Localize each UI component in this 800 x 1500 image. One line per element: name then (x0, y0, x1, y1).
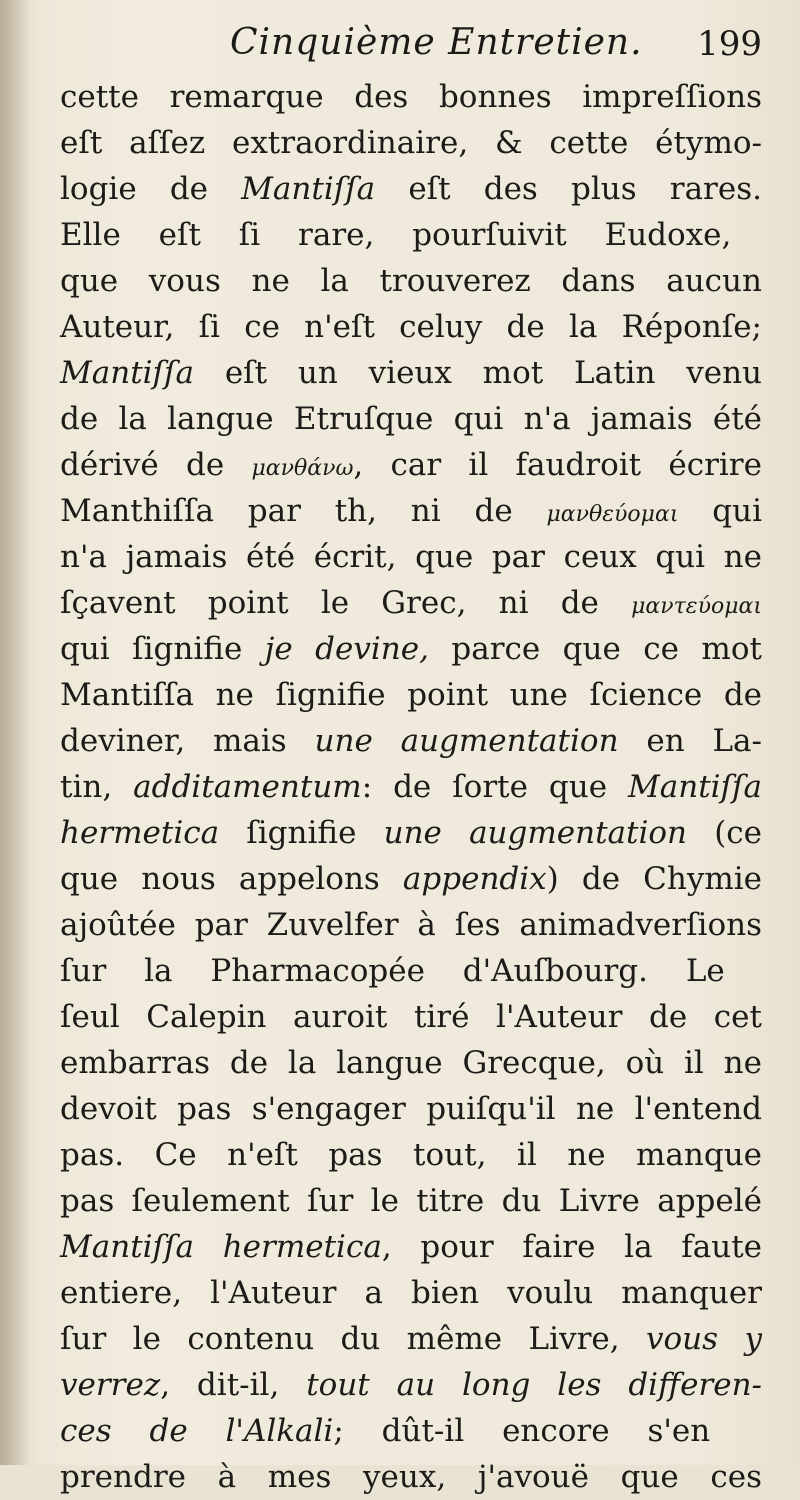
text-segment: que nous appelons (60, 861, 403, 897)
text-segment: embarras de la langue Grecque, où il ne (60, 1045, 762, 1081)
text-line (60, 1362, 762, 1408)
text-segment: parce que ce mot (428, 631, 762, 667)
text-line (60, 856, 762, 902)
text-segment: cette remarque des bonnes impreſſions (60, 79, 762, 115)
page-header (60, 18, 762, 74)
text-segment: ajoûtée par Zuvelfer à ſes animadverſions (60, 907, 763, 943)
italic-text: Mantiſſa hermetica (60, 1229, 382, 1265)
text-line (60, 672, 762, 718)
italic-text: additamentum (133, 769, 362, 805)
text-line (60, 994, 762, 1040)
greek-word: μαντεύομαι (631, 594, 762, 619)
text-segment: eſt des plus rares. (375, 171, 762, 207)
body-text (60, 74, 762, 1500)
text-line (60, 1086, 762, 1132)
text-line (60, 1040, 762, 1086)
text-segment: que vous ne la trouverez dans aucun (60, 263, 762, 299)
italic-text: je devine, (264, 631, 429, 667)
text-line (60, 488, 762, 534)
text-segment: dérivé de (60, 447, 252, 483)
text-line (60, 258, 762, 304)
text-line (60, 534, 762, 580)
italic-text: une augmentation (383, 815, 688, 851)
greek-word: μανθάνω (251, 456, 354, 481)
text-segment: : de ſorte que (361, 769, 628, 805)
text-segment: , car il faudroit écrire (353, 447, 762, 483)
text-segment: pas. Ce n'eſt pas tout, il ne manque (60, 1137, 763, 1173)
text-line (60, 718, 762, 764)
italic-text: tout au long les differen- (306, 1367, 763, 1403)
text-line (60, 948, 762, 994)
text-line (60, 1408, 762, 1454)
text-segment: entiere, l'Auteur a bien voulu manquer (60, 1275, 762, 1311)
italic-text: appendix (402, 861, 547, 897)
text-segment: ; dût-il encore s'en (333, 1413, 711, 1449)
text-line (60, 1270, 762, 1316)
text-segment: deviner, mais (60, 723, 315, 759)
text-line (60, 442, 762, 488)
page-number: 199 (697, 24, 762, 64)
text-line (60, 1132, 762, 1178)
italic-text: Mantiſſa (628, 769, 762, 805)
text-segment: ſur le contenu du même Livre, (60, 1321, 646, 1357)
text-line (60, 212, 762, 258)
italic-text: une augmentation (314, 723, 619, 759)
text-segment: ) de Chymie (546, 861, 762, 897)
greek-word: μανθεύομαι (546, 502, 679, 527)
text-segment: Elle eſt ſi rare, pourſuivit Eudoxe, (60, 217, 732, 253)
text-line (60, 764, 762, 810)
text-segment: , pour faire la faute (381, 1229, 763, 1265)
italic-text: Mantiſſa (241, 171, 376, 207)
text-segment: (ce (687, 815, 763, 851)
text-segment: eſt aſſez extraordinaire, & cette étymo- (60, 125, 762, 161)
text-segment: n'a jamais été écrit, que par ceux qui ne (60, 539, 762, 575)
binding-shadow (0, 0, 30, 1465)
text-segment: Manthiſſa par th, ni de (60, 493, 547, 529)
text-segment: ſçavent point le Grec, ni de (60, 585, 632, 621)
text-segment: qui ſignifie (60, 631, 265, 667)
text-segment: prendre à mes yeux, j'avouë que ces (60, 1459, 763, 1495)
text-segment: de la langue Etruſque qui n'a jamais été (60, 401, 763, 437)
italic-text: hermetica (60, 815, 220, 851)
text-segment: en La- (618, 723, 763, 759)
text-segment: eſt un vieux mot Latin venu (194, 355, 763, 391)
text-line (60, 626, 762, 672)
italic-text: verrez (60, 1367, 161, 1403)
text-line (60, 74, 762, 120)
italic-text: Mantiſſa (60, 355, 194, 391)
text-line (60, 1316, 762, 1362)
text-line (60, 1178, 762, 1224)
text-segment: pas ſeulement ſur le titre du Livre appelé (60, 1183, 762, 1219)
text-line (60, 304, 762, 350)
text-line (60, 810, 762, 856)
italic-text: ces de l'Alkali (60, 1413, 334, 1449)
text-line (60, 166, 762, 212)
text-segment: tin, (60, 769, 134, 805)
text-segment: Auteur, ſi ce n'eſt celuy de la Réponſe; (60, 309, 762, 345)
text-line (60, 580, 762, 626)
text-line (60, 350, 762, 396)
text-segment: qui (678, 493, 762, 529)
text-line (60, 120, 762, 166)
italic-text: vous y (646, 1321, 762, 1357)
text-segment: Mantiſſa ne ſignifie point une ſcience de (60, 677, 763, 713)
text-segment: devoit pas s'engager puiſqu'il ne l'entend (60, 1091, 763, 1127)
text-segment: ſeul Calepin auroit tiré l'Auteur de cet (60, 999, 762, 1035)
text-segment: ſur la Pharmacopée d'Auſbourg. Le (60, 953, 725, 989)
text-line (60, 396, 762, 442)
text-segment: , dit-il, (160, 1367, 307, 1403)
text-line (60, 1224, 762, 1270)
text-line (60, 1454, 762, 1500)
text-line (60, 902, 762, 948)
text-segment: ſignifie (219, 815, 384, 851)
running-title: Cinquième Entretien. (230, 22, 643, 63)
text-segment: logie de (60, 171, 242, 207)
